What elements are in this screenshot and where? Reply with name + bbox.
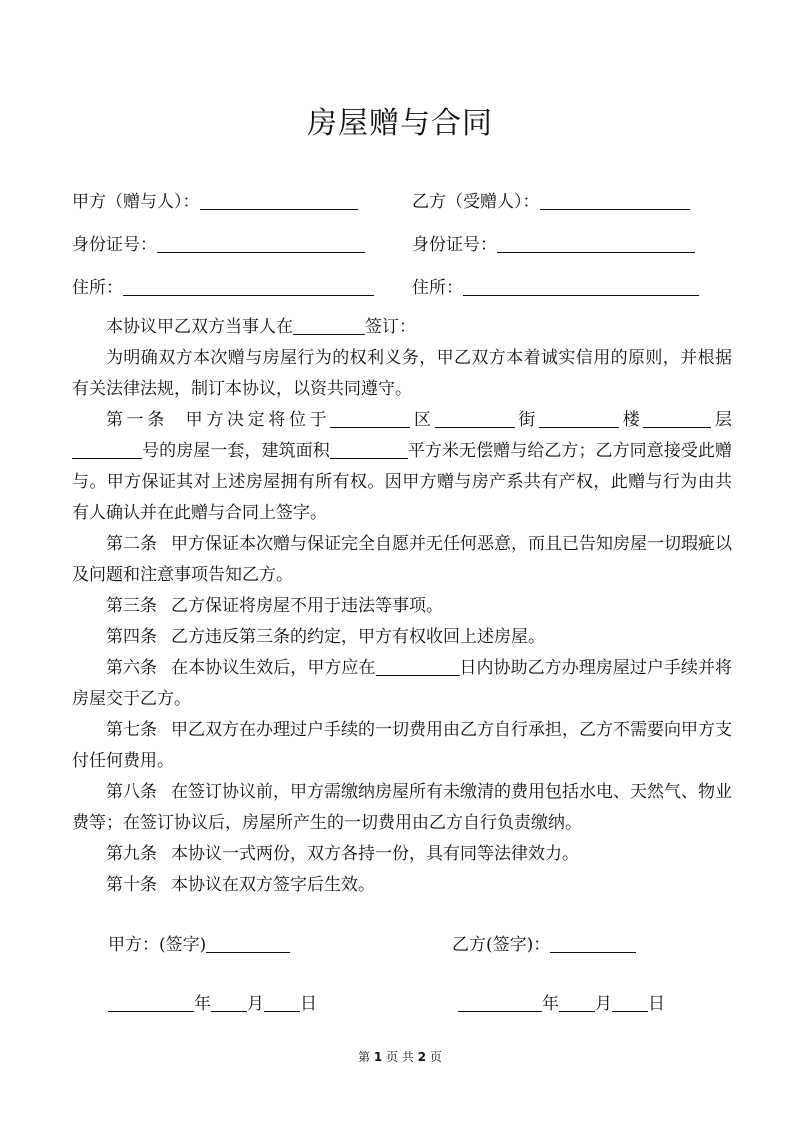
district-blank [330, 409, 410, 428]
days-blank [376, 657, 460, 676]
page-footer [0, 1048, 800, 1065]
article-1-heading: 第一条 [106, 410, 168, 430]
article-1-text-3: 街 [514, 410, 540, 430]
party-b-date [458, 992, 665, 1016]
article-9-heading: 第九条 [106, 844, 157, 864]
party-a-date [108, 992, 317, 1016]
intro-purpose-paragraph: 为明确双方本次赠与房屋行为的权利义务，甲乙双方本着诚实信用的原则，并根据有关法律法规，制订本协议，以资共同遵守。 [72, 348, 732, 399]
party-b-label: 乙方（受赠人）： [412, 192, 540, 212]
article-6-text-2: 日内协助乙方办理房屋过户手续并将房屋交于乙方。 [72, 658, 732, 709]
article-3 [72, 591, 732, 622]
article-8 [72, 777, 732, 839]
article-10 [72, 870, 732, 901]
party-a-row [72, 190, 358, 214]
party-a-signature [108, 933, 290, 957]
article-1-text-5: 层 [711, 410, 733, 430]
addr-a-blank [123, 277, 374, 296]
article-7-text: 甲乙双方在办理过户手续的一切费用由乙方自行承担，乙方不需要向甲方支付任何费用。 [72, 720, 732, 771]
article-9-text: 本协议一式两份，双方各持一份，具有同等法律效力。 [171, 844, 579, 864]
floor-blank [643, 409, 711, 428]
article-1-text-6: 号的房屋一套，建筑面积 [142, 441, 330, 461]
article-8-text: 在签订协议前，甲方需缴纳房屋所有未缴清的费用包括水电、天然气、物业费等；在签订协议后，房屋所产生的一切费用由乙方自行负责缴纳。 [72, 782, 732, 833]
party-a-day-label: 日 [300, 994, 317, 1014]
party-a-month-label: 月 [247, 994, 264, 1014]
article-1-text-4: 楼 [619, 410, 644, 430]
current-page-number: 1 [373, 1050, 383, 1064]
party-b-year-label: 年 [542, 994, 559, 1014]
article-1-text-7: 平方米无偿赠与给乙方；乙方同意接受此赠与。甲方保证其对上述房屋拥有所有权。因甲方赠与房产系共有产权，此赠与行为由共有人确认并在此赠与合同上签字。 [72, 441, 733, 523]
article-1-text-2: 区 [410, 410, 435, 430]
id-a-label: 身份证号： [72, 235, 157, 255]
id-a-row [72, 233, 365, 257]
article-10-text: 本协议在双方签字后生效。 [171, 875, 375, 895]
article-3-text: 乙方保证将房屋不用于违法等事项。 [171, 596, 443, 616]
addr-b-label: 住所： [412, 278, 463, 298]
party-b-day-label: 日 [648, 994, 665, 1014]
party-b-row [412, 190, 690, 214]
party-b-month-blank [559, 993, 595, 1012]
party-b-signature [452, 933, 636, 957]
article-9 [72, 839, 732, 870]
room-number-blank [72, 440, 142, 459]
area-blank [330, 440, 408, 459]
building-blank [539, 409, 619, 428]
party-b-signature-blank [550, 934, 636, 953]
article-2-text: 甲方保证本次赠与保证完全自愿并无任何恶意，而且已告知房屋一切瑕疵以及问题和注意事项告知乙方。 [72, 534, 732, 585]
addr-a-label: 住所： [72, 278, 123, 298]
intro-sign-prefix: 本协议甲乙双方当事人在 [106, 317, 293, 337]
party-a-signature-blank [206, 934, 290, 953]
article-6 [72, 653, 732, 715]
article-10-heading: 第十条 [106, 875, 157, 895]
article-4-heading: 第四条 [106, 627, 157, 647]
article-2-heading: 第二条 [106, 534, 157, 554]
article-6-text-1: 在本协议生效后，甲方应在 [171, 658, 376, 678]
party-a-year-blank [108, 993, 194, 1012]
id-b-blank [497, 234, 695, 253]
total-page-number: 2 [417, 1050, 427, 1064]
id-b-label: 身份证号： [412, 235, 497, 255]
contract-body [72, 312, 732, 901]
addr-a-row [72, 276, 374, 300]
party-b-year-blank [458, 993, 542, 1012]
footer-prefix: 第 [358, 1050, 371, 1064]
party-a-signature-label: 甲方：(签字) [108, 935, 207, 955]
party-a-year-label: 年 [194, 994, 211, 1014]
party-a-label: 甲方（赠与人）： [72, 192, 200, 212]
intro-sign-paragraph [72, 312, 732, 343]
intro-sign-suffix: 签订： [365, 317, 416, 337]
addr-b-blank [463, 277, 699, 296]
article-4-text: 乙方违反第三条的约定，甲方有权收回上述房屋。 [171, 627, 545, 647]
party-b-month-label: 月 [595, 994, 612, 1014]
footer-middle: 页 共 [386, 1050, 414, 1064]
article-8-heading: 第八条 [106, 782, 157, 802]
article-3-heading: 第三条 [106, 596, 157, 616]
party-b-name-blank [540, 191, 690, 210]
addr-b-row [412, 276, 699, 300]
id-b-row [412, 233, 695, 257]
article-4 [72, 622, 732, 653]
sign-place-blank [293, 316, 365, 335]
article-1 [72, 405, 732, 529]
street-blank [435, 409, 515, 428]
party-b-signature-label: 乙方(签字)： [452, 935, 551, 955]
id-a-blank [157, 234, 365, 253]
article-7-heading: 第七条 [106, 720, 157, 740]
party-a-name-blank [200, 191, 358, 210]
party-b-day-blank [612, 993, 648, 1012]
party-a-month-blank [211, 993, 247, 1012]
article-1-text-1: 甲方决定将位于 [182, 410, 331, 430]
party-a-day-blank [264, 993, 300, 1012]
footer-suffix: 页 [429, 1050, 442, 1064]
article-6-heading: 第六条 [106, 658, 158, 678]
document-title: 房屋赠与合同 [307, 106, 493, 141]
article-2 [72, 529, 732, 591]
article-7 [72, 715, 732, 777]
